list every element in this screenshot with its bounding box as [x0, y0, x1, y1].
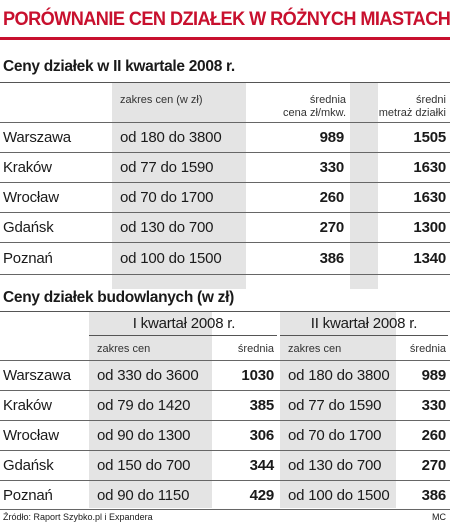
title-divider	[0, 37, 450, 40]
section2-q1-header-avg: średnia	[237, 343, 274, 355]
group1-underline	[89, 335, 277, 336]
q2-price-range: od 77 do 1590	[288, 397, 382, 414]
table-row	[0, 213, 450, 242]
q2-avg-price: 270	[421, 457, 446, 474]
section1-title: Ceny działek w II kwartale 2008 r.	[3, 58, 235, 75]
q2-price-range: od 130 do 700	[288, 457, 382, 474]
section2-q2-header-avg: średnia	[409, 343, 446, 355]
section1-header-avg-line2: cena zł/mkw.	[283, 107, 346, 119]
avg-area: 1505	[413, 129, 446, 146]
avg-area: 1630	[413, 159, 446, 176]
city-name: Kraków	[3, 397, 52, 414]
footer-divider	[0, 509, 450, 510]
section1-header-range: zakres cen (w zł)	[120, 94, 203, 106]
price-range: od 180 do 3800	[120, 129, 222, 146]
avg-price: 989	[319, 129, 344, 146]
city-name: Poznań	[3, 486, 53, 504]
q1-avg-price: 306	[249, 427, 274, 444]
table-row	[0, 123, 450, 152]
table-row	[0, 391, 450, 420]
q2-avg-price: 386	[421, 486, 446, 504]
q1-avg-price: 429	[249, 486, 274, 504]
avg-price: 270	[319, 219, 344, 236]
price-range: od 77 do 1590	[120, 159, 214, 176]
q2-avg-price: 330	[421, 397, 446, 414]
section2-group2-header: II kwartał 2008 r.	[310, 315, 418, 332]
section2-group1-header: I kwartał 2008 r.	[132, 315, 236, 332]
section2-q2-header-range: zakres cen	[288, 343, 342, 355]
section1-header-area-line1: średni	[416, 94, 446, 106]
q1-price-range: od 79 do 1420	[97, 397, 191, 414]
q2-price-range: od 100 do 1500	[288, 486, 390, 504]
city-name: Warszawa	[3, 367, 71, 384]
table-row	[0, 361, 450, 390]
table-row	[0, 183, 450, 212]
q1-price-range: od 90 do 1150	[97, 486, 190, 504]
q2-avg-price: 260	[421, 427, 446, 444]
q1-price-range: od 90 do 1300	[97, 427, 191, 444]
avg-price: 386	[319, 249, 344, 267]
page-title: PORÓWNANIE CEN DZIAŁEK W RÓŻNYCH MIASTACH	[3, 8, 450, 30]
table-row	[0, 153, 450, 182]
table-row	[0, 421, 450, 450]
section1-header-area-line2: metraż działki	[378, 107, 446, 119]
section2-q1-header-range: zakres cen	[97, 343, 151, 355]
avg-price: 330	[319, 159, 344, 176]
section2-title: Ceny działek budowlanych (w zł)	[3, 289, 234, 306]
avg-area: 1340	[413, 249, 446, 267]
source-note: Źródło: Raport Szybko.pl i Expandera	[3, 512, 153, 522]
author-credit: MC	[432, 512, 446, 522]
city-name: Wrocław	[3, 427, 59, 444]
price-range: od 70 do 1700	[120, 189, 214, 206]
table-row	[0, 243, 450, 273]
city-name: Gdańsk	[3, 457, 54, 474]
avg-area: 1630	[413, 189, 446, 206]
q1-avg-price: 385	[249, 397, 274, 414]
group2-underline	[280, 335, 448, 336]
section1-header-avg-line1: średnia	[309, 94, 346, 106]
price-range: od 130 do 700	[120, 219, 214, 236]
q2-price-range: od 180 do 3800	[288, 367, 390, 384]
table-row	[0, 481, 450, 509]
q1-avg-price: 344	[249, 457, 274, 474]
avg-price: 260	[319, 189, 344, 206]
q1-price-range: od 330 do 3600	[97, 367, 199, 384]
city-name: Kraków	[3, 159, 52, 176]
city-name: Poznań	[3, 249, 53, 267]
table-row	[0, 451, 450, 480]
q1-avg-price: 1030	[241, 367, 274, 384]
q2-price-range: od 70 do 1700	[288, 427, 382, 444]
q1-price-range: od 150 do 700	[97, 457, 191, 474]
city-name: Warszawa	[3, 129, 71, 146]
row-separator	[0, 274, 450, 275]
q2-avg-price: 989	[421, 367, 446, 384]
city-name: Gdańsk	[3, 219, 54, 236]
price-range: od 100 do 1500	[120, 249, 222, 267]
city-name: Wrocław	[3, 189, 59, 206]
avg-area: 1300	[413, 219, 446, 236]
